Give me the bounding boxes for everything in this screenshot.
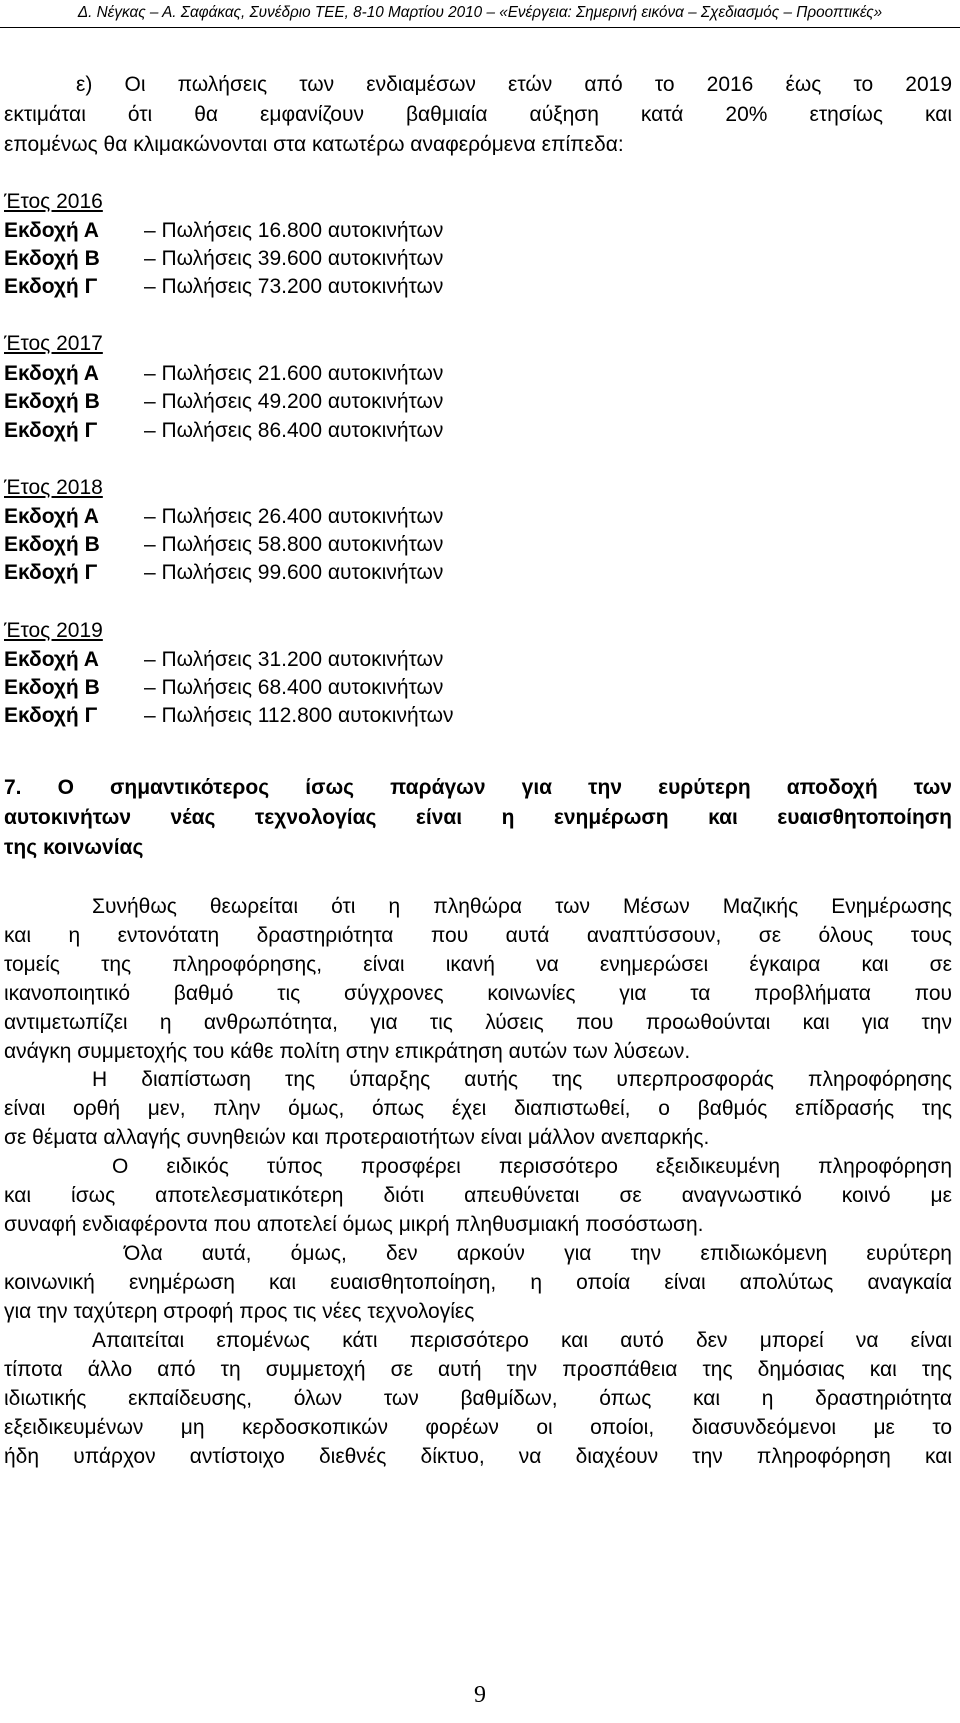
version-label: Εκδοχή Β xyxy=(4,676,100,699)
sales-value: – Πωλήσεις 99.600 αυτοκινήτων xyxy=(144,561,444,584)
paragraph-line: είναι ορθή μεν, πλην όμως, όπως έχει διαπιστωθεί, ο βαθμός επίδρασής της xyxy=(4,1097,952,1120)
sales-row xyxy=(4,273,443,301)
sales-value: – Πωλήσεις 31.200 αυτοκινήτων xyxy=(144,648,444,671)
running-header-text: Δ. Νέγκας – Α. Σαφάκας, Συνέδριο ΤΕΕ, 8-10 Μαρτίου 2010 – «Ενέργεια: Σημερινή εικόνα – Σχεδιασμός – Προοπτικές» xyxy=(77,4,883,21)
paragraph-line: για την ταχύτερη στροφή προς τις νέες τεχνολογίες xyxy=(4,1300,475,1323)
sales-row xyxy=(4,531,443,559)
paragraph-line: Συνήθως θεωρείται ότι η πληθώρα των Μέσων Μαζικής Ενημέρωσης xyxy=(92,895,952,918)
sales-value: – Πωλήσεις 58.800 αυτοκινήτων xyxy=(144,533,444,556)
paragraph-line: Όλα αυτά, όμως, δεν αρκούν για την επιδιωκόμενη ευρύτερη xyxy=(124,1242,952,1265)
sales-row xyxy=(4,674,443,702)
paragraph-line: ικανοποιητικό βαθμό τις σύγχρονες κοινωνίες για τα προβλήματα που xyxy=(4,982,952,1005)
sales-value: – Πωλήσεις 73.200 αυτοκινήτων xyxy=(144,275,444,298)
paragraph-line: ήδη υπάρχον αντίστοιχο διεθνές δίκτυο, να διαχέουν την πληροφόρηση και xyxy=(4,1445,952,1468)
version-label: Εκδοχή Β xyxy=(4,390,100,413)
sales-row xyxy=(4,702,454,730)
version-label: Εκδοχή Α xyxy=(4,362,99,385)
paragraph-line: σε θέματα αλλαγής συνηθειών και προτεραιοτήτων είναι μάλλον ανεπαρκής. xyxy=(4,1126,710,1149)
sales-row xyxy=(4,417,443,445)
paragraph-line: κοινωνική ενημέρωση και ευαισθητοποίηση, η οποία είναι απολύτως αναγκαία xyxy=(4,1271,952,1294)
version-label: Εκδοχή Α xyxy=(4,505,99,528)
paragraph-line: ιδιωτικής εκπαίδευσης, όλων των βαθμίδων, όπως και η δραστηριότητα xyxy=(4,1387,952,1410)
version-label: Εκδοχή Γ xyxy=(4,419,98,442)
section-heading-line: 7. Ο σημαντικότερος ίσως παράγων για την ευρύτερη αποδοχή των xyxy=(4,776,952,799)
sales-value: – Πωλήσεις 16.800 αυτοκινήτων xyxy=(144,219,444,242)
running-header xyxy=(0,0,960,36)
sales-row xyxy=(4,245,443,273)
sales-value: – Πωλήσεις 68.400 αυτοκινήτων xyxy=(144,676,444,699)
version-label: Εκδοχή Γ xyxy=(4,275,98,298)
paragraph-line: ανάγκη συμμετοχής του κάθε πολίτη στην επικράτηση αυτών των λύσεων. xyxy=(4,1040,691,1063)
paragraph-line: συναφή ενδιαφέροντα που αποτελεί όμως μικρή πληθυσμιακή ποσόστωση. xyxy=(4,1213,704,1236)
section-heading-line: της κοινωνίας xyxy=(4,836,144,859)
sales-row xyxy=(4,360,443,388)
year-heading: Έτος 2019 xyxy=(4,619,103,642)
paragraph-line: τομείς της πληροφόρησης, είναι ικανή να ενημερώσει έγκαιρα και σε xyxy=(4,953,952,976)
version-label: Εκδοχή Γ xyxy=(4,704,98,727)
intro-line: εκτιμάται ότι θα εμφανίζουν βαθμιαία αύξηση κατά 20% ετησίως και xyxy=(4,103,952,126)
intro-line: ε) Οι πωλήσεις των ενδιαμέσων ετών από το 2016 έως το 2019 xyxy=(76,73,952,96)
page-number: 9 xyxy=(474,1682,486,1708)
sales-row xyxy=(4,217,443,245)
sales-value: – Πωλήσεις 26.400 αυτοκινήτων xyxy=(144,505,444,528)
paragraph-line: Απαιτείται επομένως κάτι περισσότερο και αυτό δεν μπορεί να είναι xyxy=(92,1329,952,1352)
sales-value: – Πωλήσεις 49.200 αυτοκινήτων xyxy=(144,390,444,413)
intro-line: επομένως θα κλιμακώνονται στα κατωτέρω αναφερόμενα επίπεδα: xyxy=(4,133,624,156)
sales-value: – Πωλήσεις 86.400 αυτοκινήτων xyxy=(144,419,444,442)
version-label: Εκδοχή Β xyxy=(4,533,100,556)
year-heading: Έτος 2016 xyxy=(4,190,103,213)
paragraph-line: Ο ειδικός τύπος προσφέρει περισσότερο εξειδικευμένη πληροφόρηση xyxy=(112,1155,952,1178)
section-heading-line: αυτοκινήτων νέας τεχνολογίας είναι η ενημέρωση και ευαισθητοποίηση xyxy=(4,806,952,829)
sales-row xyxy=(4,646,443,674)
paragraph-line: και ίσως αποτελεσματικότερη διότι απευθύνεται σε αναγνωστικό κοινό με xyxy=(4,1184,952,1207)
version-label: Εκδοχή Α xyxy=(4,648,99,671)
version-label: Εκδοχή Β xyxy=(4,247,100,270)
version-label: Εκδοχή Α xyxy=(4,219,99,242)
paragraph-line: εξειδικευμένων μη κερδοσκοπικών φορέων οι οποίοι, διασυνδεόμενοι με το xyxy=(4,1416,952,1439)
sales-row xyxy=(4,388,443,416)
paragraph-line: Η διαπίστωση της ύπαρξης αυτής της υπερπροσφοράς πληροφόρησης xyxy=(92,1068,952,1091)
sales-value: – Πωλήσεις 112.800 αυτοκινήτων xyxy=(144,704,454,727)
header-rule xyxy=(0,27,960,28)
sales-value: – Πωλήσεις 21.600 αυτοκινήτων xyxy=(144,362,444,385)
paragraph-line: τίποτα άλλο από τη συμμετοχή σε αυτή την προσπάθεια της δημόσιας και της xyxy=(4,1358,952,1381)
version-label: Εκδοχή Γ xyxy=(4,561,98,584)
paragraph-line: αντιμετωπίζει η ανθρωπότητα, για τις λύσεις που προωθούνται και για την xyxy=(4,1011,952,1034)
sales-row xyxy=(4,503,443,531)
sales-value: – Πωλήσεις 39.600 αυτοκινήτων xyxy=(144,247,444,270)
year-heading: Έτος 2018 xyxy=(4,476,103,499)
paragraph-line: και η εντονότατη δραστηριότητα που αυτά αναπτύσσουν, σε όλους τους xyxy=(4,924,952,947)
year-heading: Έτος 2017 xyxy=(4,332,103,355)
sales-row xyxy=(4,559,443,587)
